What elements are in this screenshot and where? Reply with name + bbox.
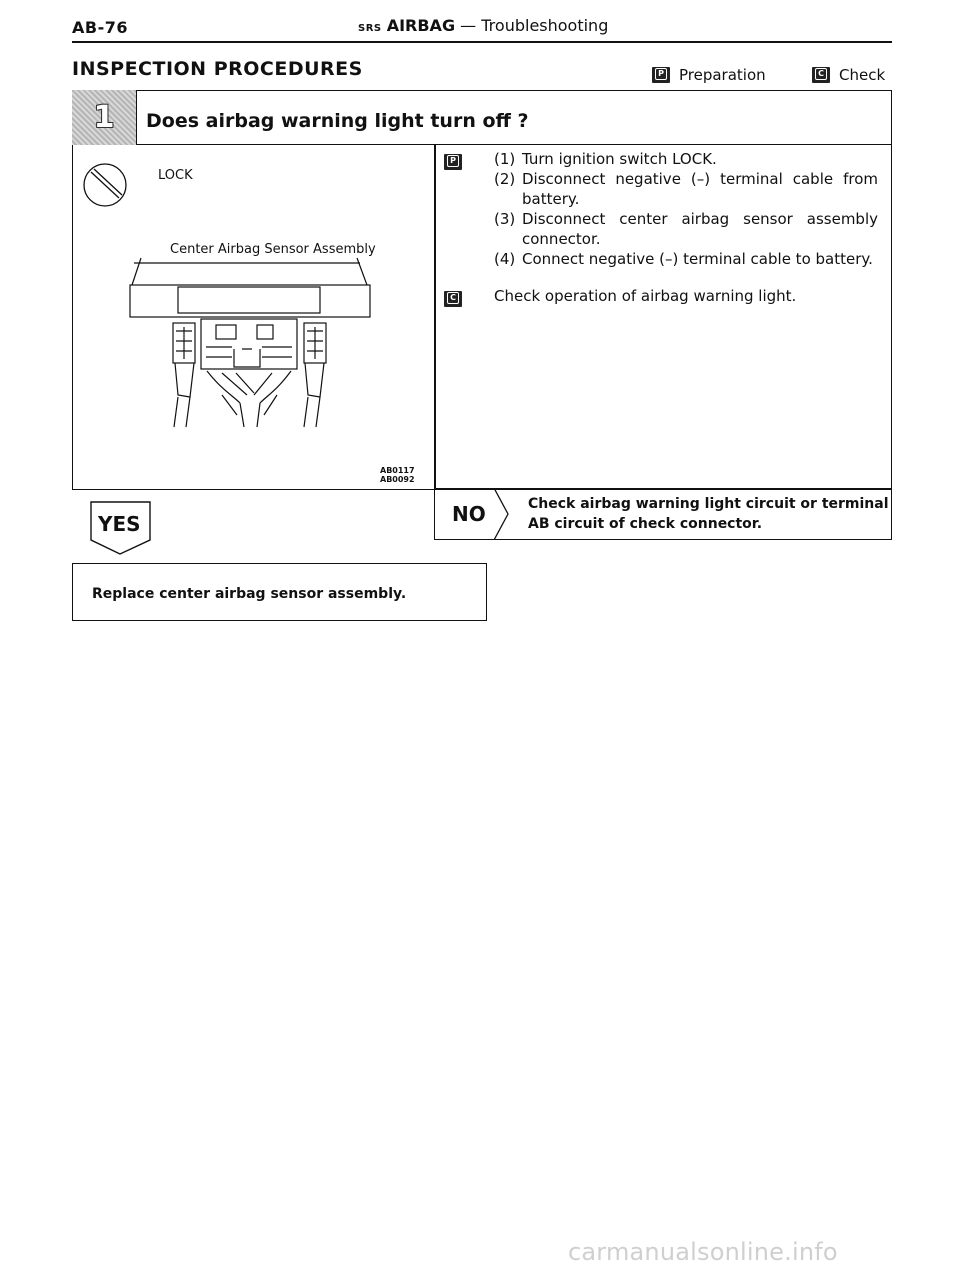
procedures-title: INSPECTION PROCEDURES <box>72 58 363 80</box>
yes-result-text: Replace center airbag sensor assembly. <box>92 586 407 602</box>
section-subtitle: — Troubleshooting <box>460 16 609 35</box>
column-divider <box>434 145 436 490</box>
step-number: 1 <box>72 90 137 145</box>
page-number: AB-76 <box>72 18 128 37</box>
sensor-assembly-drawing <box>130 258 370 427</box>
preparation-list <box>494 149 878 269</box>
legend-check <box>812 66 885 84</box>
check-text: Check operation of airbag warning light. <box>494 287 797 305</box>
preparation-badge-icon: P <box>652 67 670 83</box>
list-item: (4) Connect negative (–) terminal cable to battery. <box>494 250 873 268</box>
figure-ids <box>380 466 415 484</box>
sensor-illustration <box>72 145 434 488</box>
list-item: (2) Disconnect negative (–) terminal cable from battery. <box>494 170 878 208</box>
section-title: AIRBAG <box>386 16 456 35</box>
watermark: carmanualsonline.info <box>568 1238 838 1266</box>
check-badge-icon: C <box>444 291 462 307</box>
legend-preparation-label: Preparation <box>679 66 766 84</box>
component-label: Center Airbag Sensor Assembly <box>170 242 376 257</box>
legend-preparation <box>652 66 766 84</box>
list-item: (1) Turn ignition switch LOCK. <box>494 150 717 168</box>
figure-id: AB0117 <box>380 466 415 475</box>
figure-id: AB0092 <box>380 475 415 484</box>
section-prefix: SRS <box>358 23 382 34</box>
legend-check-label: Check <box>839 66 886 84</box>
preparation-badge-icon: P <box>444 154 462 170</box>
section-header <box>358 16 608 35</box>
list-item: (3) Disconnect center airbag sensor assembly connector. <box>494 210 878 248</box>
check-badge-icon: C <box>812 67 830 83</box>
header-rule <box>72 41 892 43</box>
step-question: Does airbag warning light turn off ? <box>146 110 529 132</box>
no-label: NO <box>452 502 486 526</box>
no-action-text: Check airbag warning light circuit or terminal AB circuit of check connector. <box>528 496 889 532</box>
yes-label: YES <box>98 512 141 536</box>
lock-label: LOCK <box>158 168 193 183</box>
lock-symbol-icon <box>84 164 126 206</box>
